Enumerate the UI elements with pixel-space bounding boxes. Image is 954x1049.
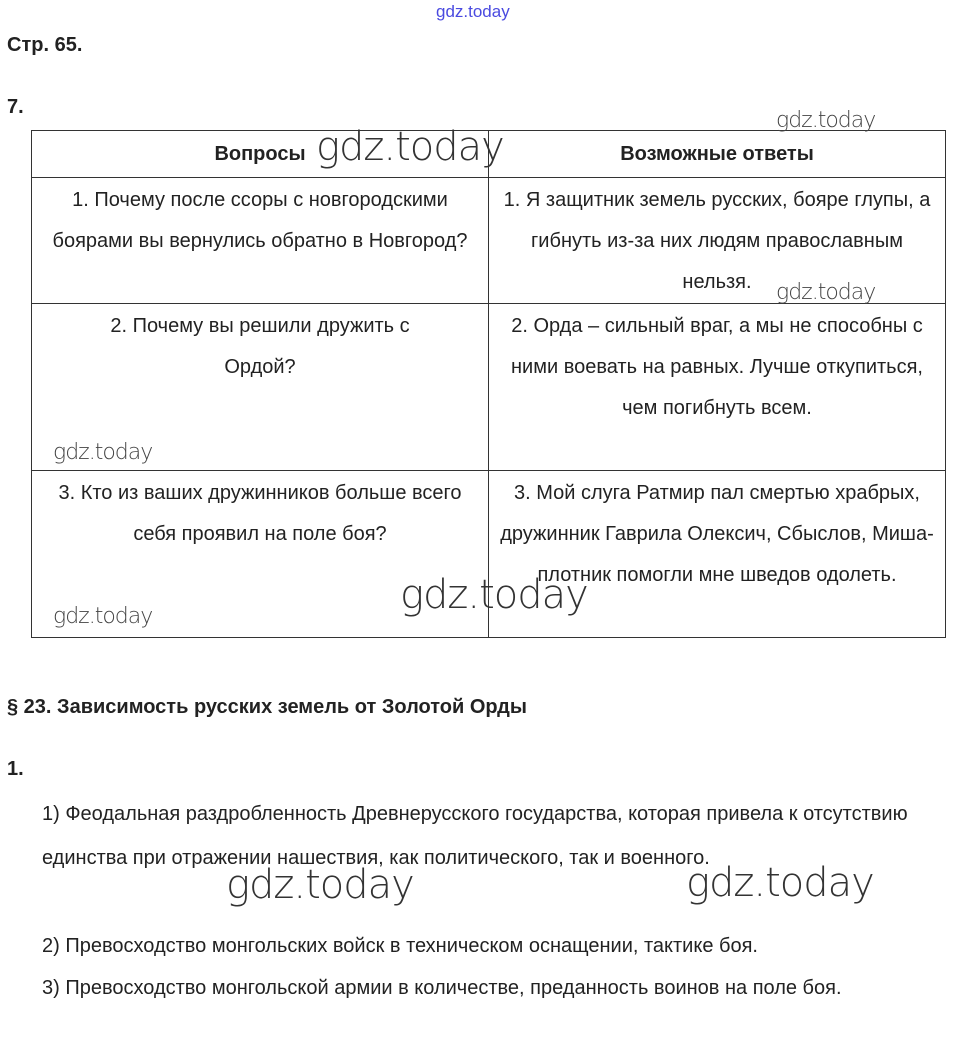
question-cell: 1. Почему после ссоры с новгородскими боярами вы вернулись обратно в Новгород? — [32, 178, 489, 304]
watermark: gdz.today — [226, 862, 414, 908]
watermark: gdz.today — [776, 280, 876, 305]
watermark: gdz.today — [316, 124, 504, 170]
watermark: gdz.today — [776, 108, 876, 133]
task-number: 7. — [7, 96, 24, 118]
qa-table — [31, 130, 946, 638]
table-row — [32, 304, 946, 471]
answer-2: 2) Превосходство монгольских войск в техническом оснащении, тактике боя. — [42, 935, 758, 957]
watermark: gdz.today — [53, 440, 153, 465]
watermark: gdz.today — [400, 572, 588, 618]
answer-cell: 1. Я защитник земель русских, бояре глупы, а гибнуть из-за них людям православным нельзя. — [489, 178, 946, 304]
watermark: gdz.today — [53, 604, 153, 629]
watermark: gdz.today — [686, 860, 874, 906]
question-cell: 2. Почему вы решили дружить с Ордой? — [32, 304, 489, 471]
top-watermark: gdz.today — [436, 2, 510, 21]
answer-cell: 2. Орда – сильный враг, а мы не способны с ними воевать на равных. Лучше откупиться, чем погибнуть всем. — [489, 304, 946, 471]
task-number: 1. — [7, 758, 24, 780]
section-title: § 23. Зависимость русских земель от Золотой Орды — [7, 696, 527, 718]
header-questions: Вопросы — [32, 131, 489, 178]
page-label: Стр. 65. — [7, 34, 83, 56]
answer-3: 3) Превосходство монгольской армии в количестве, преданность воинов на поле боя. — [42, 977, 842, 999]
answer-cell: 3. Мой слуга Ратмир пал смертью храбрых, дружинник Гаврила Олексич, Сбыслов, Миша-плотник помогли мне шведов одолеть. — [489, 471, 946, 638]
answer-1: 1) Феодальная раздробленность Древнерусского государства, которая привела к отсутствию единства при отражении нашествия, как политического, так и военного. — [42, 803, 908, 869]
question-cell: 3. Кто из ваших дружинников больше всего себя проявил на поле боя? — [32, 471, 489, 638]
header-answers: Возможные ответы — [489, 131, 946, 178]
